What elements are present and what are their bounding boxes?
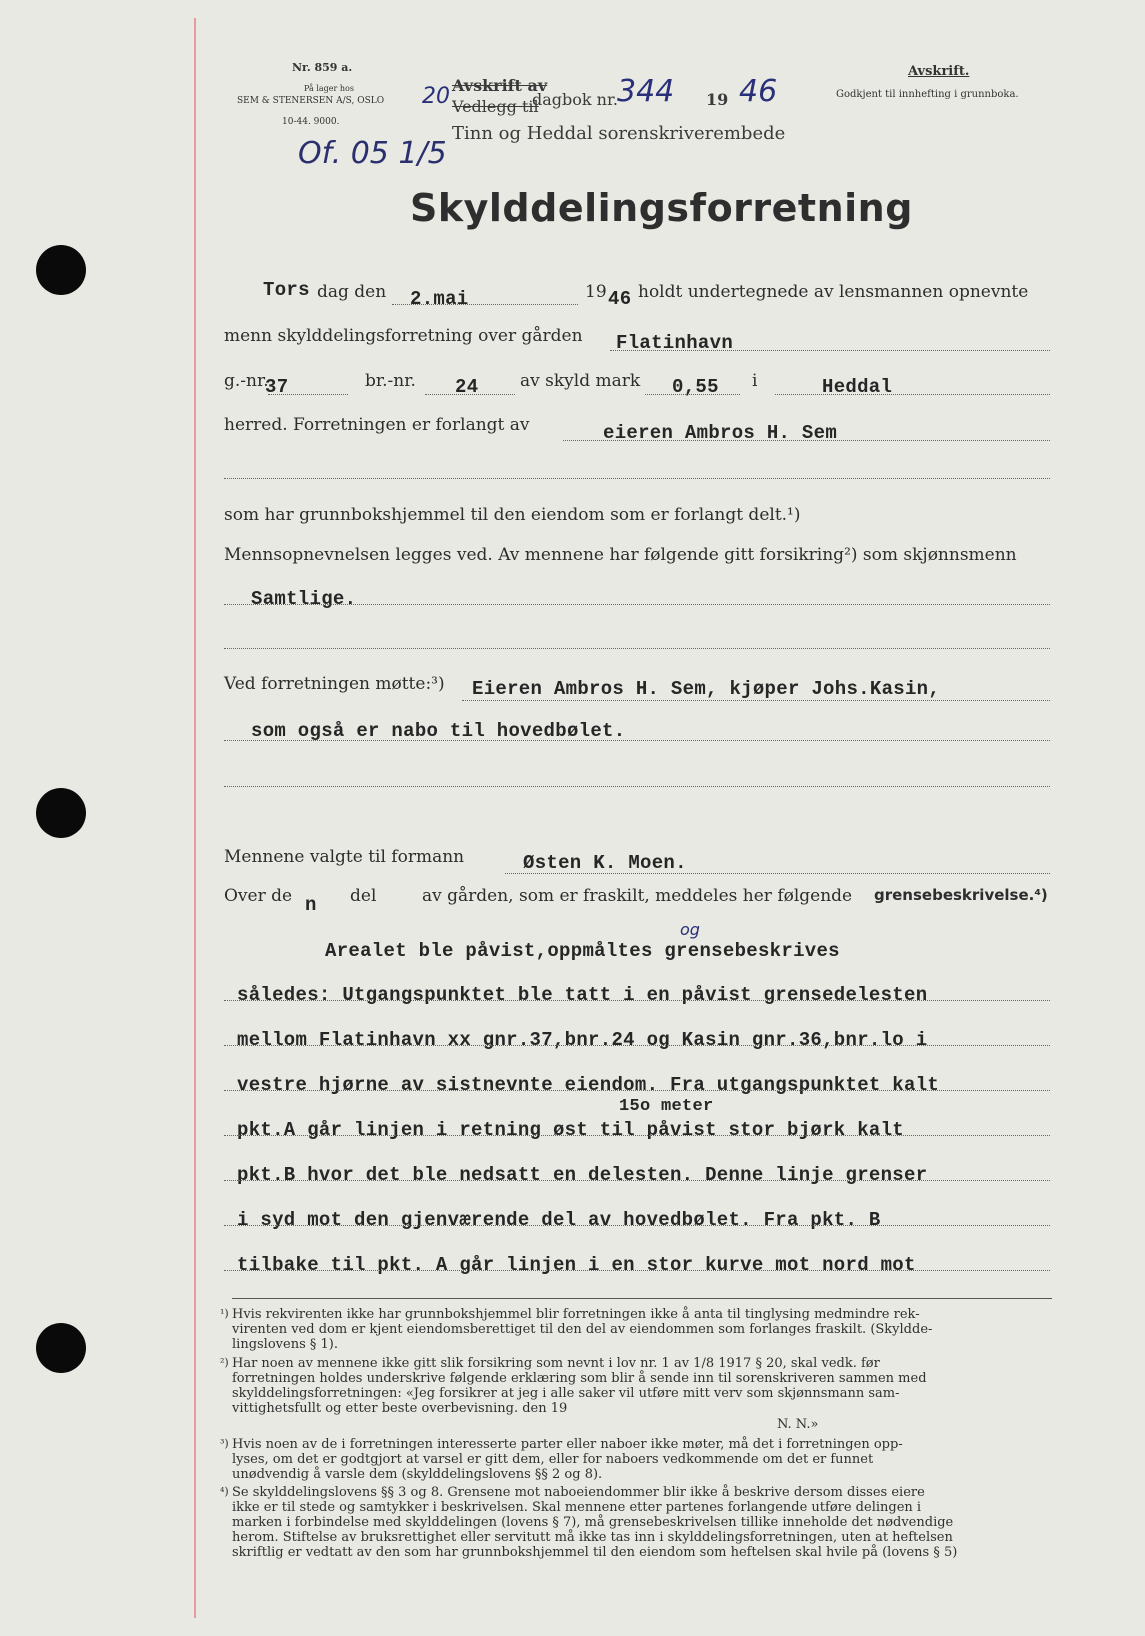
- footnote-signature: [777, 1417, 818, 1432]
- assessors: Samtlige.: [251, 588, 357, 610]
- writing-line: [224, 1045, 1050, 1046]
- footnote-line: skriftlig er vedtatt av den som har grunnbokshjemmel til den eiendom som heftelsen skal hvile på (lovens § 5): [232, 1545, 958, 1560]
- dagbok-number: 344: [617, 74, 675, 109]
- menn-text: menn skylddelingsforretning over gården: [224, 326, 583, 346]
- motte-label: Ved forretningen møtte:³): [224, 674, 445, 694]
- writing-line: [224, 1000, 1050, 1001]
- formann-label: Mennene valgte til formann: [224, 847, 465, 867]
- boundary-line: tilbake til pkt. A går linjen i en stor kurve mot nord mot: [237, 1254, 916, 1276]
- boundary-line: således: Utgangspunktet ble tatt i en påvist grensedelesten: [237, 984, 928, 1006]
- writing-line: [224, 1090, 1050, 1091]
- footnote-line: vittighetsfullt og etter beste overbevisning. den 19: [232, 1401, 568, 1416]
- footnote-4: [232, 1485, 957, 1560]
- grense-text: av gården, som er fraskilt, meddeles her følgende: [422, 886, 853, 906]
- meter-insertion: 15o meter: [619, 1097, 714, 1116]
- weekday: Tors: [263, 279, 310, 301]
- vedlegg-til: Vedlegg til: [452, 97, 539, 116]
- year-prefix: 19: [585, 282, 607, 302]
- form-number: Nr. 859 a.: [292, 61, 353, 74]
- footnote-line: skylddelingsforretningen: «Jeg forsikrer at jeg i alle saker vil utføre mitt verv som skjønnsmann sam-: [232, 1386, 900, 1401]
- punch-hole: [36, 245, 86, 295]
- writing-line: [224, 1135, 1050, 1136]
- writing-line: [224, 1180, 1050, 1181]
- year-value: 46: [608, 288, 632, 310]
- footnote-line: Hvis rekvirenten ikke har grunnbokshjemmel blir forretningen ikke å anta til tinglysing medmindre rek-: [232, 1307, 920, 1322]
- dagbok-nr-label: dagbok nr.: [532, 90, 618, 109]
- gnr-label: g.-nr.: [224, 371, 269, 391]
- attended-line: [224, 740, 1050, 741]
- og-insertion: og: [680, 920, 700, 939]
- skyld-label: av skyld mark: [520, 371, 641, 391]
- dagbok-year: 46: [739, 74, 778, 109]
- blank-line: [224, 786, 1050, 787]
- footnote-number: ²): [220, 1356, 229, 1369]
- requested-by: eieren Ambros H. Sem: [603, 422, 838, 444]
- municipality: Heddal: [822, 376, 893, 398]
- page-title: Skylddelingsforretning: [410, 186, 913, 230]
- blank-line: [224, 648, 1050, 649]
- boundary-line: vestre hjørne av sistnevnte eiendom. Fra utgangspunktet kalt: [237, 1074, 940, 1096]
- grunnbok-text: som har grunnbokshjemmel til den eiendom som er forlangt delt.¹): [224, 505, 801, 525]
- footnote-line: N. N.»: [777, 1417, 819, 1432]
- footnote-line: ikke er til stede og samtykker i beskrivelsen. Skal mennene etter partenes forlangende utføre delingen i: [232, 1500, 922, 1515]
- footnote-line: lyses, om det er godtgjort at varsel er gitt dem, eller for naboers vedkommende om det er funnet: [232, 1452, 874, 1467]
- print-run: 10-44. 9000.: [282, 117, 340, 127]
- footnote-number: ¹): [220, 1307, 229, 1320]
- avskrift-av: Avskrift av: [452, 76, 548, 95]
- footnote-2: [232, 1356, 927, 1416]
- herred-text: herred. Forretningen er forlangt av: [224, 415, 530, 435]
- over-de-label: Over de: [224, 886, 293, 906]
- skyld-value: 0,55: [672, 376, 719, 398]
- brnr-value: 24: [455, 376, 479, 398]
- handwritten-ref: Of. 05 1/5: [298, 136, 447, 171]
- margin-line: [194, 18, 196, 1618]
- farm-name: Flatinhavn: [616, 332, 734, 354]
- date-value: 2.mai: [410, 288, 469, 310]
- boundary-line: pkt.A går linjen i retning øst til påvist stor bjørk kalt: [237, 1119, 905, 1141]
- assessors-line: [224, 604, 1050, 605]
- grense-label: grensebeskrivelse.⁴): [874, 886, 1048, 904]
- writing-line: [224, 1270, 1050, 1271]
- blank-line: [224, 478, 1050, 479]
- footnote-rule: [232, 1298, 1052, 1299]
- boundary-line: pkt.B hvor det ble nedsatt en delesten. Denne linje grenser: [237, 1164, 928, 1186]
- punch-hole: [36, 788, 86, 838]
- office-name: Tinn og Heddal sorenskriverembede: [452, 123, 786, 144]
- over-n: n: [305, 894, 317, 916]
- godkjent-note: Godkjent til innhefting i grunnboka.: [836, 89, 1019, 100]
- holdt-text: holdt undertegnede av lensmannen opnevnte: [638, 282, 1029, 302]
- footnote-line: marken i forbindelse med skylddelingen (lovens § 7), må grensebeskrivelsen tillike inneholde det nødvendige: [232, 1515, 954, 1530]
- attended-line2: som også er nabo til hovedbølet.: [251, 720, 626, 742]
- footnote-line: Se skylddelingslovens §§ 3 og 8. Grensene mot naboeiendommer blir ikke å beskrive dersom disses eiere: [232, 1485, 925, 1500]
- handwritten-20: 20: [422, 84, 450, 109]
- footnote-line: virenten ved dom er kjent eiendomsberettiget til den del av eiendommen som forlanges fraskilt. (Skyldde-: [232, 1322, 933, 1337]
- attended-line: [462, 700, 1050, 701]
- footnote-number: ³): [220, 1437, 229, 1450]
- writing-line: [224, 1225, 1050, 1226]
- footnote-3: [232, 1437, 903, 1482]
- boundary-line: mellom Flatinhavn xx gnr.37,bnr.24 og Kasin gnr.36,bnr.lo i: [237, 1029, 928, 1051]
- menns-text: Mennsopnevnelsen legges ved. Av mennene har følgende gitt forsikring²) som skjønnsmenn: [224, 545, 1017, 565]
- gnr-value: 37: [265, 376, 289, 398]
- municipality-line: [775, 394, 1050, 395]
- chairman: Østen K. Moen.: [523, 852, 687, 874]
- footnote-1: [232, 1307, 932, 1352]
- footnote-line: forretningen holdes underskrive følgende erklæring som blir å sende inn til sorenskriveren sammen med: [232, 1371, 927, 1386]
- printer-line1: På lager hos: [304, 84, 354, 93]
- boundary-line: i syd mot den gjenværende del av hovedbølet. Fra pkt. B: [237, 1209, 881, 1231]
- footnote-line: herom. Stiftelse av bruksrettighet eller servitutt må ikke tas inn i skylddelingsforretningen, uten at heftelsen: [232, 1530, 953, 1545]
- del-label: del: [350, 886, 377, 906]
- dagbok-year-prefix: 19: [706, 90, 729, 109]
- printer-line2: SEM & STENERSEN A/S, OSLO: [237, 96, 385, 106]
- attended-line1: Eieren Ambros H. Sem, kjøper Johs.Kasin,: [472, 678, 941, 700]
- footnote-line: lingslovens § 1).: [232, 1337, 338, 1352]
- dag-den-label: dag den: [317, 282, 387, 302]
- punch-hole: [36, 1323, 86, 1373]
- footnote-line: unødvendig å varsle dem (skylddelingslovens §§ 2 og 8).: [232, 1467, 603, 1482]
- boundary-line: Arealet ble påvist,oppmåltes grensebeskrives: [325, 940, 840, 962]
- footnote-line: Har noen av mennene ikke gitt slik forsikring som nevnt i lov nr. 1 av 1/8 1917 § 20, skal vedk. før: [232, 1356, 880, 1371]
- brnr-label: br.-nr.: [365, 371, 416, 391]
- i-label: i: [752, 371, 758, 391]
- chairman-line: [505, 873, 1050, 874]
- footnote-number: ⁴): [220, 1485, 229, 1498]
- avskrift-label: Avskrift.: [908, 64, 970, 79]
- footnote-line: Hvis noen av de i forretningen interesserte parter eller naboer ikke møter, må det i forretningen opp-: [232, 1437, 903, 1452]
